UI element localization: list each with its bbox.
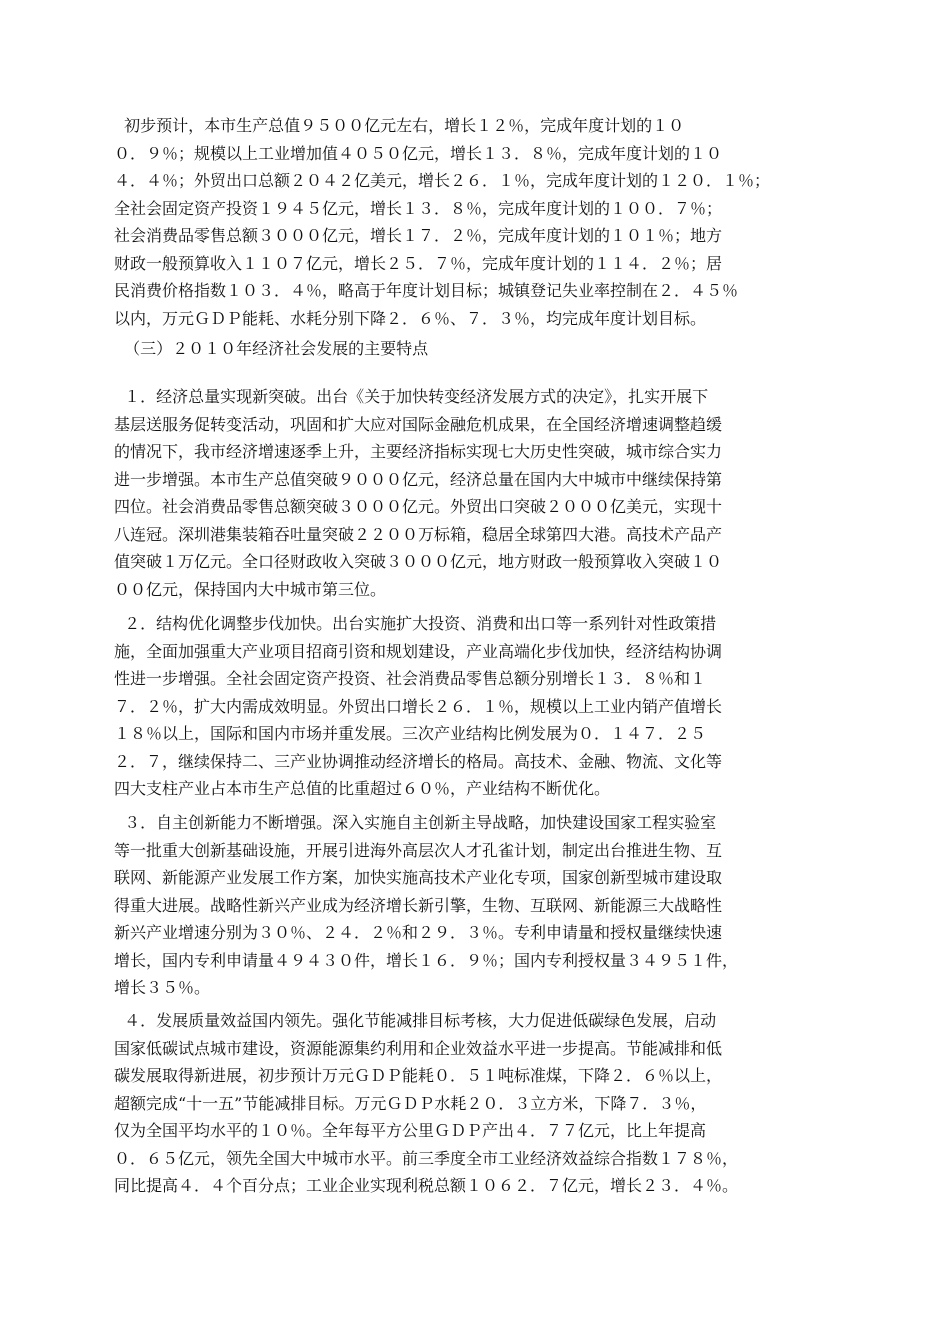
paragraph-line: 得重大进展。战略性新兴产业成为经济增长新引擎，生物、互联网、新能源三大战略性 xyxy=(114,895,723,915)
paragraph-line: 的情况下，我市经济增速逐季上升，主要经济指标实现七大历史性突破，城市综合实力 xyxy=(114,442,723,461)
feature-2-paragraph xyxy=(114,610,834,803)
paragraph-line: ２．７，继续保持二、三产业协调推动经济增长的格局。高技术、金融、物流、文化等 xyxy=(114,751,723,771)
paragraph-line: 超额完成“十一五”节能减排目标。万元ＧＤＰ水耗２０．３立方米，下降７．３％， xyxy=(114,1093,707,1113)
feature-4-paragraph xyxy=(114,1007,834,1200)
paragraph-line: 值突破１万亿元。全口径财政收入突破３０００亿元，地方财政一般预算收入突破１０ xyxy=(114,552,723,571)
paragraph-line: 施，全面加强重大产业项目招商引资和规划建设，产业高端化步伐加快，经济结构协调 xyxy=(114,641,723,661)
paragraph-line: 八连冠。深圳港集装箱吞吐量突破２２００万标箱，稳居全球第四大港。高技术产品产 xyxy=(114,524,723,544)
heading-line: （三）２０１０年经济社会发展的主要特点 xyxy=(114,339,429,358)
paragraph-line: 仅为全国平均水平的１０％。全年每平方公里ＧＤＰ产出４．７７亿元，比上年提高 xyxy=(114,1121,707,1140)
paragraph-line: 全社会固定资产投资１９４５亿元，增长１３．８％，完成年度计划的１００．７％； xyxy=(114,198,723,218)
paragraph-line: 四位。社会消费品零售总额突破３０００亿元。外贸出口突破２０００亿美元，实现十 xyxy=(114,497,723,516)
paragraph-line: 新兴产业增速分别为３０％、２４．２％和２９．３％。专利申请量和授权量继续快速 xyxy=(114,923,723,942)
paragraph-line: ０．６５亿元，领先全国大中城市水平。前三季度全市工业经济效益综合指数１７８％， xyxy=(114,1148,739,1168)
paragraph-line: 基层送服务促转变活动，巩固和扩大应对国际金融危机成果，在全国经济增速调整趋缓 xyxy=(114,414,723,434)
paragraph-line: ４．４％；外贸出口总额２０４２亿美元，增长２６．１％，完成年度计划的１２０．１％； xyxy=(114,171,771,190)
paragraph-line: 民消费价格指数１０３．４％，略高于年度计划目标；城镇登记失业率控制在２．４５％ xyxy=(114,281,739,300)
paragraph-line: １．经济总量实现新突破。出台《关于加快转变经济发展方式的决定》，扎实开展下 xyxy=(114,387,709,406)
paragraph-line: ４．发展质量效益国内领先。强化节能减排目标考核，大力促进低碳绿色发展，启动 xyxy=(114,1011,717,1030)
paragraph-line: １８％以上，国际和国内市场并重发展。三次产业结构比例发展为０．１４７．２５ xyxy=(114,724,707,743)
paragraph-line: 四大支柱产业占本市生产总值的比重超过６０％，产业结构不断优化。 xyxy=(114,779,611,798)
section-heading xyxy=(114,335,834,363)
paragraph-line: 社会消费品零售总额３０００亿元，增长１７．２％，完成年度计划的１０１％；地方 xyxy=(114,226,723,245)
paragraph-line: 碳发展取得新进展，初步预计万元ＧＤＰ能耗０．５１吨标准煤，下降２．６％以上， xyxy=(114,1066,723,1085)
paragraph-line: ２．结构优化调整步伐加快。出台实施扩大投资、消费和出口等一系列针对性政策措 xyxy=(114,614,717,633)
paragraph-line: 同比提高４．４个百分点；工业企业实现利税总额１０６２．７亿元，增长２３．４％。 xyxy=(114,1176,739,1195)
paragraph-line: ００亿元，保持国内大中城市第三位。 xyxy=(114,579,387,599)
paragraph-line: 性进一步增强。全社会固定资产投资、社会消费品零售总额分别增长１３．８％和１ xyxy=(114,669,707,688)
feature-1-paragraph xyxy=(114,383,834,603)
summary-paragraph xyxy=(114,112,834,332)
paragraph-line: ０．９％；规模以上工业增加值４０５０亿元，增长１３．８％，完成年度计划的１０ xyxy=(114,143,723,163)
paragraph-line: 联网、新能源产业发展工作方案，加快实施高技术产业化专项，国家创新型城市建设取 xyxy=(114,868,723,887)
paragraph-line: 国家低碳试点城市建设，资源能源集约利用和企业效益水平进一步提高。节能减排和低 xyxy=(114,1038,723,1058)
paragraph-line: 等一批重大创新基础设施，开展引进海外高层次人才孔雀计划，制定出台推进生物、互 xyxy=(114,840,723,860)
paragraph-line: 以内，万元ＧＤＰ能耗、水耗分别下降２．６％、７．３％，均完成年度计划目标。 xyxy=(114,308,707,328)
paragraph-line: 初步预计，本市生产总值９５００亿元左右，增长１２％，完成年度计划的１０ xyxy=(114,116,685,135)
paragraph-line: 增长３５％。 xyxy=(114,978,211,997)
paragraph-line: 财政一般预算收入１１０７亿元，增长２５．７％，完成年度计划的１１４．２％；居 xyxy=(114,253,723,273)
feature-3-paragraph xyxy=(114,809,834,1002)
paragraph-line: ７．２％，扩大内需成效明显。外贸出口增长２６．１％，规模以上工业内销产值增长 xyxy=(114,696,723,716)
paragraph-line: ３．自主创新能力不断增强。深入实施自主创新主导战略，加快建设国家工程实验室 xyxy=(114,813,717,832)
paragraph-line: 增长，国内专利申请量４９４３０件，增长１６．９％；国内专利授权量３４９５１件， xyxy=(114,950,739,970)
paragraph-line: 进一步增强。本市生产总值突破９０００亿元，经济总量在国内大中城市中继续保持第 xyxy=(114,469,723,489)
